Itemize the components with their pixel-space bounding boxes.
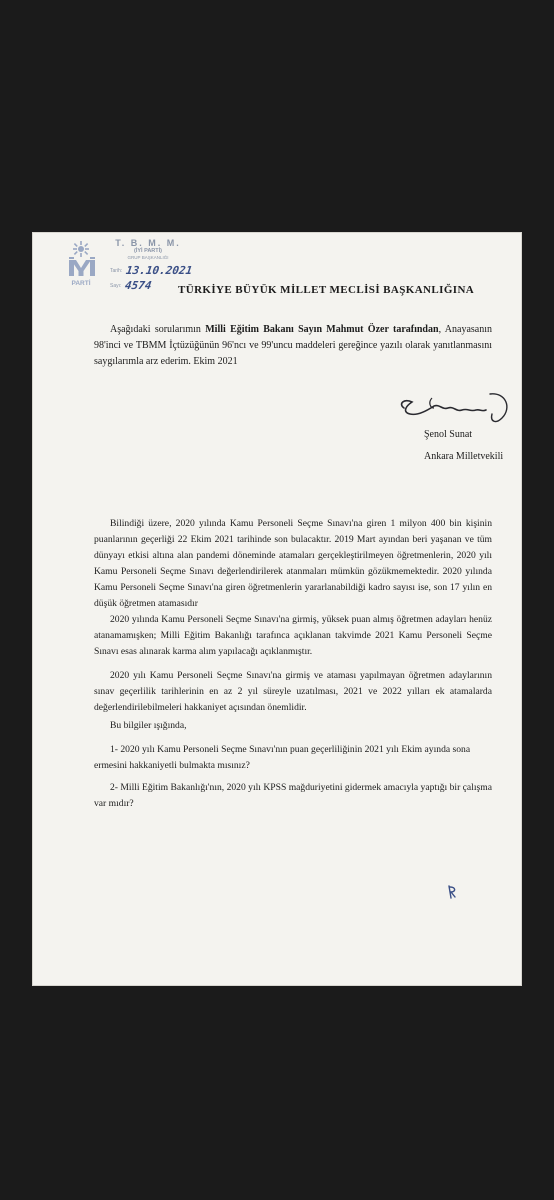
iyi-parti-logo-icon — [64, 240, 98, 288]
question-1: 1- 2020 yılı Kamu Personeli Seçme Sınavı'nın puan geçerliliğinin 2021 yılı Ekim ayında sona ermesini hakkaniyetli bulmakta mısınız? — [94, 744, 471, 771]
question-2: 2- Milli Eğitim Bakanlığı'nın, 2020 yılı KPSS mağduriyetini gidermek amacıyla yaptığı bir çalışma var mıdır? — [94, 782, 492, 809]
stamp-number-row — [110, 279, 152, 292]
signer-name: Şenol Sunat — [424, 429, 473, 440]
document-heading: TÜRKİYE BÜYÜK MİLLET MECLİSİ BAŞKANLIĞINA — [178, 284, 475, 296]
tbmm-stamp — [108, 238, 188, 261]
stamp-date-value: 13.10.2021 — [125, 264, 194, 277]
body-paragraph-2: 2020 yılında Kamu Personeli Seçme Sınavı'na girmiş, yüksek puan almış öğretmen adayları henüz atanamamışken; Milli Eğitim Bakanlığı tarafınca açıklanan takvimde 2021 Kamu Personeli Seçme Sınavı esas alınarak karma alım yapılacağı açıklanmıştır. — [94, 614, 492, 657]
signer-title: Ankara Milletvekili — [424, 451, 504, 462]
body-paragraph-3: 2020 yılı Kamu Personeli Seçme Sınavı'na girmiş ve ataması yapılmayan öğretmen adaylarının sınav geçerlilik tarihlerinin en az 2 yıl süreyle uzatılması, 2021 ve 2022 yılları ek atamalarda değerlendirilebilmeleri hakkaniyet açısından önemlidir. — [94, 670, 492, 713]
intro-text-start: Aşağıdaki sorularımın — [110, 324, 201, 335]
body-paragraph-1: Bilindiği üzere, 2020 yılında Kamu Personeli Seçme Sınavı'na giren 1 milyon 400 bin kişinin puanlarının geçerliği 22 Ekim 2021 tarihinde son bulacaktır. 2019 Mart ayından beri yaşanan ve tüm dünyayı etkisi altına alan pandemi döneminde atamaları gerçekleştirilmeyen öğretmenlerin, 2020 yılı Kamu Personeli Seçme Sınavı değerlendirilerek atanmaları mümkün gözükmemektedir. 2020 yılında Kamu Personeli Seçme Sınavı'na giren öğretmenlerin yararlanabildiği kadro sayısı ise, son 17 yılın en düşük öğretmen atamasıdır — [94, 518, 492, 609]
handwritten-mark — [446, 884, 458, 900]
stamp-org-line2: (İYİ PARTİ) — [133, 248, 162, 254]
intro-minister: Milli Eğitim Bakanı Sayın Mahmut Özer tarafından — [205, 324, 439, 335]
stamp-date-row — [110, 264, 192, 277]
body-paragraph-4: Bu bilgiler ışığında, — [110, 720, 187, 731]
stamp-number-label: Sayı: — [110, 282, 122, 289]
stamp-org-line3: GRUP BAŞKANLIĞI — [127, 255, 169, 260]
stamp-number-value: 4574 — [124, 279, 153, 292]
intro-paragraph — [94, 322, 492, 370]
document-page — [32, 232, 522, 986]
stamp-org-line1: T. B. M. M. — [115, 238, 181, 248]
svg-text:PARTİ: PARTİ — [71, 280, 91, 287]
intro-text-end: , Anayasanın 98'inci ve TBMM İçtüzüğünün 96'ncı ve 99'uncu maddeleri gereğince yazılı olarak yanıtlanmasını saygılarımla arz ederim. Ekim 2021 — [94, 324, 493, 367]
stamp-date-label: Tarih: — [110, 267, 123, 274]
handwritten-signature — [394, 388, 514, 430]
